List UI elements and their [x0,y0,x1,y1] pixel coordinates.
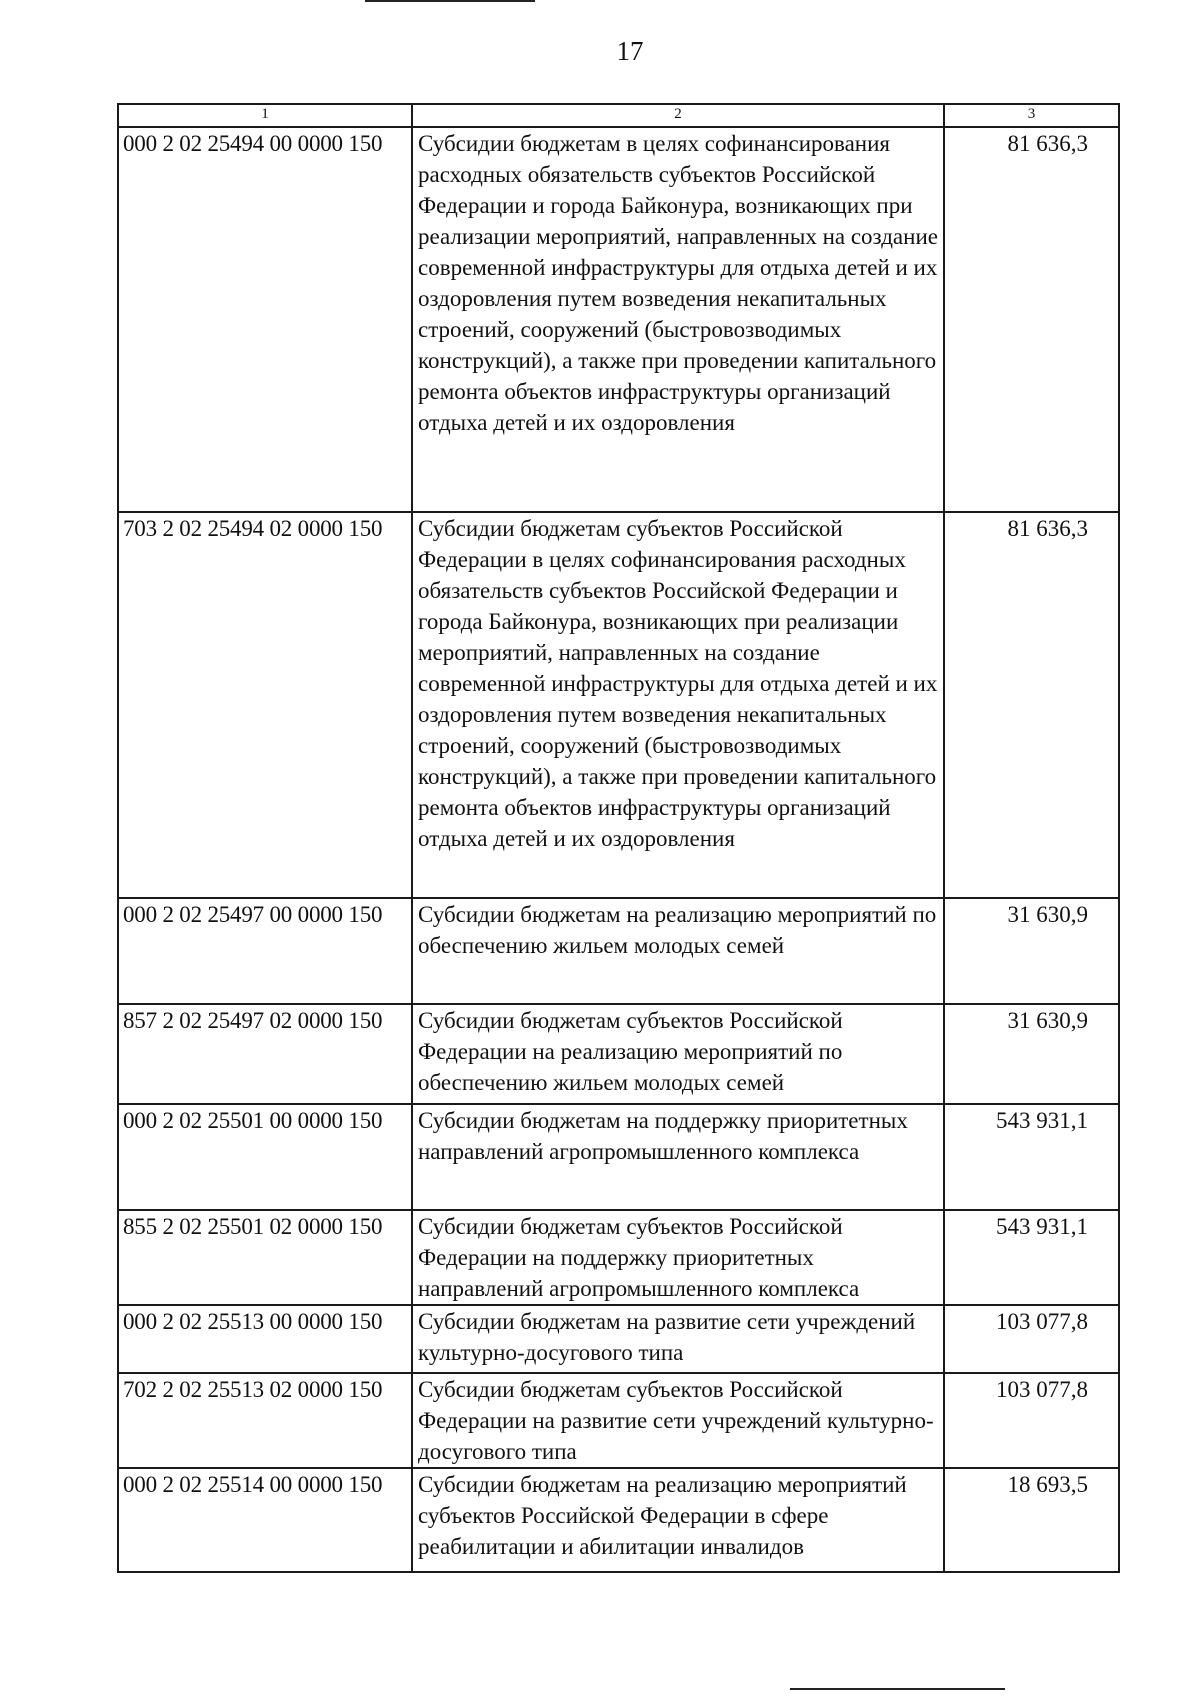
row-description: Субсидии бюджетам на реализацию мероприятий субъектов Российской Федерации в сфере реабилитации и абилитации инвалидов [412,1468,944,1572]
table-row [118,512,1119,898]
page-number: 17 [616,36,644,66]
table-row [118,1210,1119,1305]
row-code: 000 2 02 25494 00 0000 150 [118,127,412,512]
bottom-rule [790,1688,1005,1690]
table-row [118,1104,1119,1210]
table-row [118,127,1119,512]
table-row [118,1373,1119,1468]
row-code: 702 2 02 25513 02 0000 150 [118,1373,412,1468]
table-row [118,1305,1119,1373]
top-rule [365,0,535,2]
table-row [118,1004,1119,1104]
row-amount: 81 636,3 [944,127,1119,512]
row-code: 000 2 02 25497 00 0000 150 [118,898,412,1004]
table-header-row [118,104,1119,127]
row-code: 000 2 02 25513 00 0000 150 [118,1305,412,1373]
row-description: Субсидии бюджетам на развитие сети учреждений культурно-досугового типа [412,1305,944,1373]
table-row [118,1468,1119,1572]
row-code: 703 2 02 25494 02 0000 150 [118,512,412,898]
row-amount: 18 693,5 [944,1468,1119,1572]
row-code: 000 2 02 25514 00 0000 150 [118,1468,412,1572]
row-amount: 543 931,1 [944,1104,1119,1210]
row-description: Субсидии бюджетам субъектов Российской Федерации на развитие сети учреждений культурно-досугового типа [412,1373,944,1468]
row-amount: 81 636,3 [944,512,1119,898]
header-col-3: 3 [944,104,1119,127]
row-amount: 543 931,1 [944,1210,1119,1305]
row-amount: 103 077,8 [944,1305,1119,1373]
row-description: Субсидии бюджетам на реализацию мероприятий по обеспечению жильем молодых семей [412,898,944,1004]
budget-table [117,103,1120,1573]
row-description: Субсидии бюджетам на поддержку приоритетных направлений агропромышленного комплекса [412,1104,944,1210]
row-code: 000 2 02 25501 00 0000 150 [118,1104,412,1210]
row-description: Субсидии бюджетам в целях софинансирования расходных обязательств субъектов Российской Федерации и города Байконура, возникающих при реализации мероприятий, направленных на создание современной инфраструктуры для отдыха детей и их оздоровления путем возведения некапитальных строений, сооружений (быстровозводимых конструкций), а также при проведении капитального ремонта объектов инфраструктуры организаций отдыха детей и их оздоровления [412,127,944,512]
row-amount: 31 630,9 [944,1004,1119,1104]
header-col-1: 1 [118,104,412,127]
row-description: Субсидии бюджетам субъектов Российской Федерации в целях софинансирования расходных обязательств субъектов Российской Федерации и города Байконура, возникающих при реализации мероприятий, направленных на создание современной инфраструктуры для отдыха детей и их оздоровления путем возведения некапитальных строений, сооружений (быстровозводимых конструкций), а также при проведении капитального ремонта объектов инфраструктуры организаций отдыха детей и их оздоровления [412,512,944,898]
table-row [118,898,1119,1004]
row-code: 855 2 02 25501 02 0000 150 [118,1210,412,1305]
row-amount: 103 077,8 [944,1373,1119,1468]
row-code: 857 2 02 25497 02 0000 150 [118,1004,412,1104]
header-col-2: 2 [412,104,944,127]
row-amount: 31 630,9 [944,898,1119,1004]
row-description: Субсидии бюджетам субъектов Российской Федерации на реализацию мероприятий по обеспечению жильем молодых семей [412,1004,944,1104]
row-description: Субсидии бюджетам субъектов Российской Федерации на поддержку приоритетных направлений агропромышленного комплекса [412,1210,944,1305]
